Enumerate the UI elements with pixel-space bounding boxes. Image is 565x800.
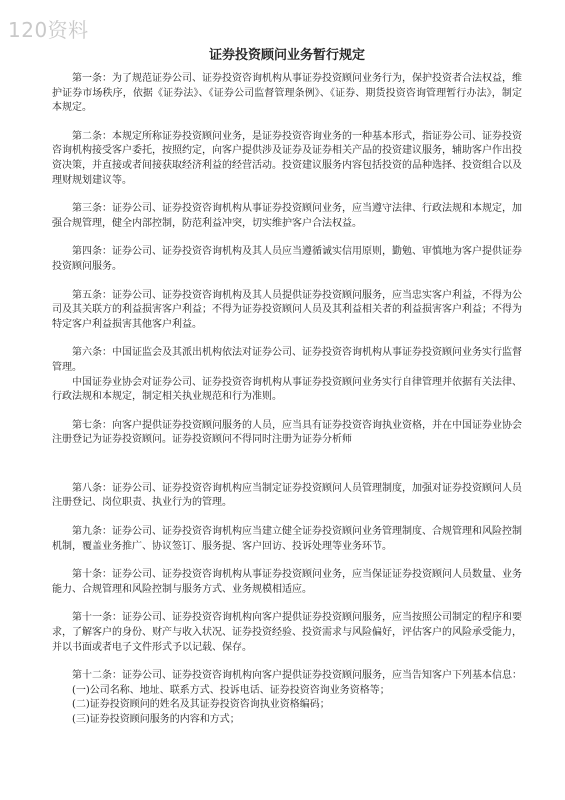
article-12: 第十二条：证券公司、证券投资咨询机构向客户提供证券投资顾问服务，应当告知客户下列基本信息：	[72, 670, 522, 682]
article-4: 第四条：证券公司、证券投资咨询机构及其人员应当遵循诚实信用原则，勤勉、审慎地为客户提供证券投资顾问服务。	[52, 246, 522, 272]
article-9: 第九条：证券公司、证券投资咨询机构应当建立健全证券投资顾问业务管理制度、合规管理和风险控制机制，覆盖业务推广、协议签订、服务提、客户回访、投诉处理等业务环节。	[52, 526, 522, 552]
article-10: 第十条：证券公司、证券投资咨询机构从事证券投资顾问业务，应当保证证券投资顾问人员数量、业务能力、合规管理和风险控制与服务方式、业务规模相适应。	[52, 569, 522, 595]
article-8: 第八条：证券公司、证券投资咨询机构应当制定证券投资顾问人员管理制度，加强对证券投资顾问人员注册登记、岗位职责、执业行为的管理。	[52, 482, 522, 509]
article-1: 第一条：为了规范证券公司、证券投资咨询机构从事证券投资顾问业务行为，保护投资者合法权益，维护证券市场秩序，依据《证券法》、《证券公司监督管理条例》、《证券、期货投资咨询管理暂行办法》，制定本规定。	[52, 73, 522, 114]
article-11: 第十一条：证券公司、证券投资咨询机构向客户提供证券投资顾问服务，应当按照公司制定的程序和要求，了解客户的身份、财产与收入状况、证券投资经验、投资需求与风险偏好，评估客户的风险承受能力，并以书面或者电子文件形式予以记载、保存。	[52, 612, 522, 653]
list-item: (一)公司名称、地址、联系方式、投诉电话、证券投资咨询业务资格等；	[72, 684, 390, 696]
list-item: (二)证券投资顾问的姓名及其证券投资咨询执业资格编码；	[72, 699, 330, 711]
document-page	[52, 44, 522, 728]
article-2: 第二条：本规定所称证券投资顾问业务，是证券投资咨询业务的一种基本形式，指证券公司、证券投资咨询机构接受客户委托，按照约定，向客户提供涉及证券及证券相关产品的投资建议服务，辅助客户作出投资决策，并直接或者间接获取经济利益的经营活动。投资建议服务内容包括投资的品种选择、投资组合以及理财规划建议等。	[52, 130, 522, 186]
watermark-logo: 120资料	[8, 18, 89, 42]
list-item: (三)证券投资顾问服务的内容和方式；	[72, 714, 240, 725]
article-5: 第五条：证券公司、证券投资咨询机构及其人员提供证券投资顾问服务，应当忠实客户利益，不得为公司及其关联方的利益损害客户利益；不得为证券投资顾问人员及其利益相关者的利益损害客户利益；不得为特定客户利益损害其他客户利益。	[52, 289, 522, 330]
document-title: 证券投资顾问业务暂行规定	[208, 48, 365, 63]
article-7: 第七条：向客户提供证券投资顾问服务的人员，应当具有证券投资咨询执业资格，并在中国证券业协会注册登记为证券投资顾问。证券投资顾问不得同时注册为证券分析师	[52, 419, 522, 446]
article-6-continued: 中国证券业协会对证券公司、证券投资咨询机构从事证券投资顾问业务实行自律管理并依据有关法律、行政法规和本规定，制定相关执业规范和行为准则。	[52, 376, 522, 403]
article-3: 第三条：证券公司、证券投资咨询机构从事证券投资顾问业务，应当遵守法律、行政法规和本规定，加强合规管理，健全内部控制，防范利益冲突，切实维护客户合法权益。	[52, 203, 522, 229]
article-6: 第六条：中国证监会及其派出机构依法对证券公司、证券投资咨询机构从事证券投资顾问业务实行监督管理。	[52, 347, 522, 373]
